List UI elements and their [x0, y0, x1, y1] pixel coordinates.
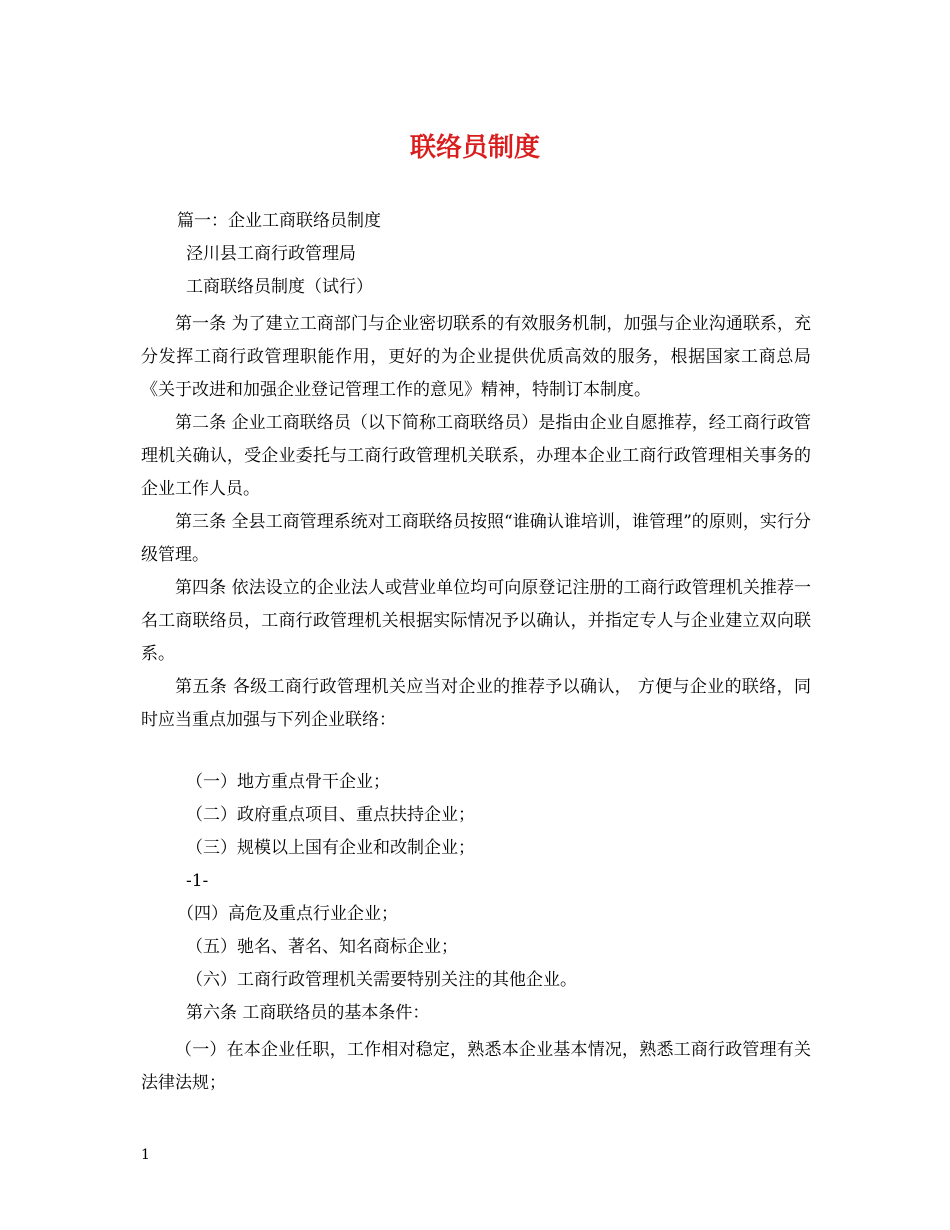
list-item: （一）地方重点骨干企业；	[186, 772, 390, 792]
page-number: 1	[141, 1147, 150, 1163]
list-item: （五）驰名、著名、知名商标企业；	[186, 937, 458, 957]
inline-page-marker: -1-	[186, 871, 209, 891]
condition-1: （一）在本企业任职，工作相对稳定，熟悉本企业基本情况，熟悉工商行政管理有关法律法规；	[141, 1040, 811, 1093]
list-item: （三）规模以上国有企业和改制企业；	[186, 838, 475, 858]
list-item: （六）工商行政管理机关需要特别关注的其他企业。	[186, 970, 577, 990]
section-heading: 篇一：企业工商联络员制度	[177, 211, 381, 231]
article-3: 第三条 全县工商管理系统对工商联络员按照“谁确认谁培训，谁管理”的原则，实行分级管理。	[141, 512, 811, 565]
issuer-line: 泾川县工商行政管理局	[186, 244, 356, 264]
article-4: 第四条 依法设立的企业法人或营业单位均可向原登记注册的工商行政管理机关推荐一名工商联络员，工商行政管理机关根据实际情况予以确认，并指定专人与企业建立双向联系。	[141, 578, 811, 664]
article-1: 第一条 为了建立工商部门与企业密切联系的有效服务机制，加强与企业沟通联系，充分发挥工商行政管理职能作用，更好的为企业提供优质高效的服务，根据国家工商总局《关于改进和加强企业登记管理工作的意见》精神，特制订本制度。	[141, 314, 811, 400]
article-6: 第六条 工商联络员的基本条件：	[186, 1003, 430, 1023]
document-subtitle: 工商联络员制度（试行）	[186, 277, 373, 297]
article-2: 第二条 企业工商联络员（以下简称工商联络员）是指由企业自愿推荐，经工商行政管理机关确认，受企业委托与工商行政管理机关联系，办理本企业工商行政管理相关事务的企业工作人员。	[141, 413, 811, 499]
list-item: （四）高危及重点行业企业；	[177, 904, 398, 924]
document-title: 联络员制度	[409, 133, 540, 163]
article-5: 第五条 各级工商行政管理机关应当对企业的推荐予以确认， 方便与企业的联络，同时应当重点加强与下列企业联络：	[141, 677, 811, 730]
list-item: （二）政府重点项目、重点扶持企业；	[186, 805, 475, 825]
